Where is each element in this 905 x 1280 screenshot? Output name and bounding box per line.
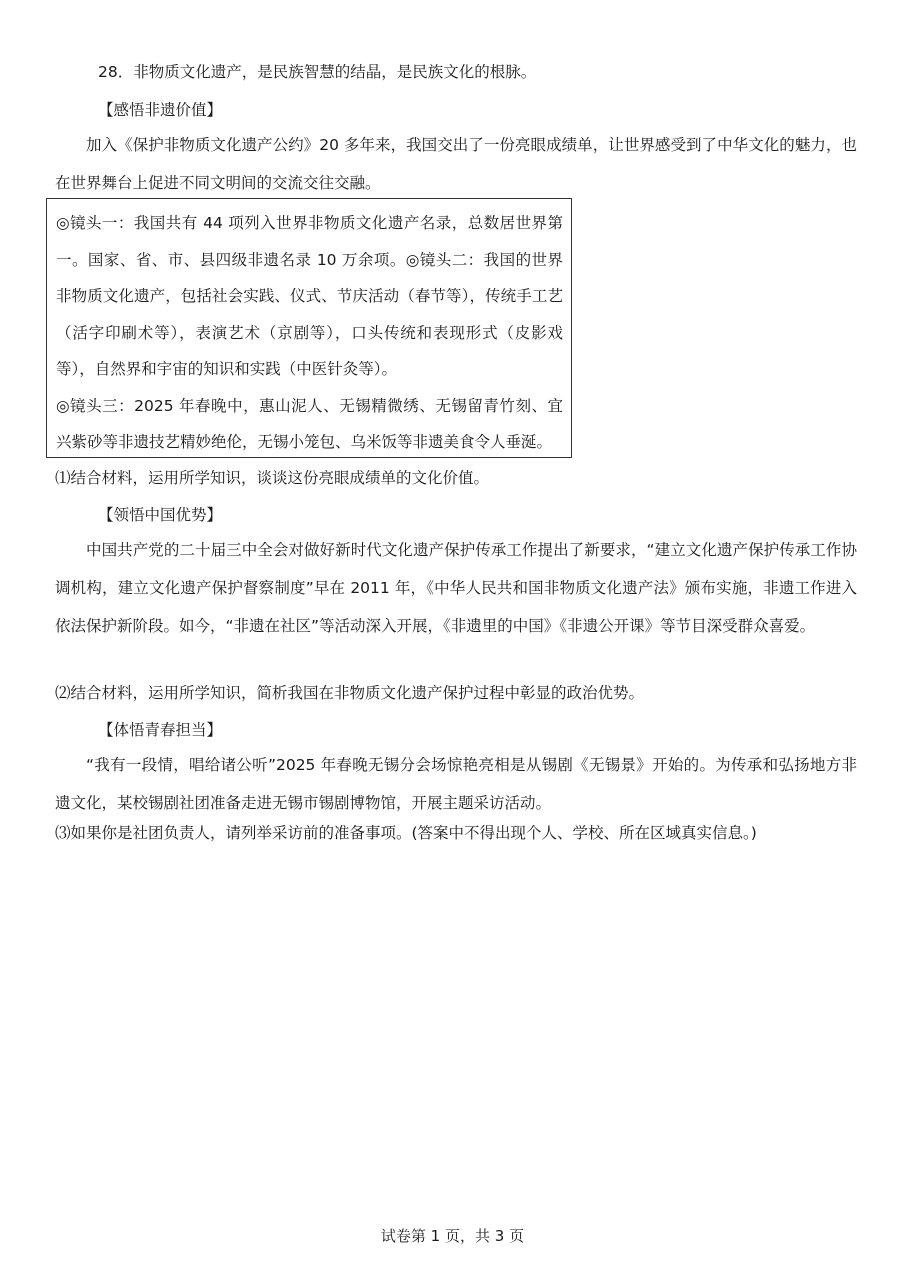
section3-heading: 【体悟青春担当】 — [98, 721, 223, 739]
section1-question: ⑴结合材料，运用所学知识，谈谈这份亮眼成绩单的文化价值。 — [55, 469, 490, 487]
section3-paragraph: “我有一段情，唱给诸公听”2025 年春晚无锡分会场惊艳亮相是从锡剧《无锡景》开始的。为传承和弘扬地方非遗文化，某校锡剧社团准备走进无锡市锡剧博物馆，开展主题采访活动。 — [55, 756, 857, 812]
section1-paragraph: 加入《保护非物质文化遗产公约》20 多年来，我国交出了一份亮眼成绩单，让世界感受到了中华文化的魅力，也在世界舞台上促进不同文明间的交流交往交融。 — [55, 136, 857, 192]
material-box — [46, 198, 572, 458]
question-stem: 28．非物质文化遗产，是民族智慧的结晶，是民族文化的根脉。 — [98, 63, 537, 81]
material-paragraph-1: ◎镜头一：我国共有 44 项列入世界非物质文化遗产名录，总数居世界第一。国家、省、市、县四级非遗名录 10 万余项。◎镜头二：我国的世界非物质文化遗产，包括社会实践、仪式、节庆活动（春节等），传统手工艺（活字印刷术等），表演艺术（京剧等），口头传统和表现形式（皮影戏等），自然界和宇宙的知识和实践（中医针灸等）。 — [56, 214, 563, 378]
section1-heading: 【感悟非遗价值】 — [98, 101, 223, 119]
section3-question: ⑶如果你是社团负责人，请列举采访前的准备事项。(答案中不得出现个人、学校、所在区域真实信息。) — [55, 824, 757, 842]
material-paragraph-2: ◎镜头三：2025 年春晚中，惠山泥人、无锡精微绣、无锡留青竹刻、宜兴紫砂等非遗技艺精妙绝伦，无锡小笼包、乌米饭等非遗美食令人垂涎。 — [56, 396, 563, 451]
page-footer: 试卷第 1 页，共 3 页 — [380, 1227, 525, 1245]
section2-question: ⑵结合材料，运用所学知识，简析我国在非物质文化遗产保护过程中彰显的政治优势。 — [55, 684, 645, 702]
section2-paragraph: 中国共产党的二十届三中全会对做好新时代文化遗产保护传承工作提出了新要求，“建立文化遗产保护传承工作协调机构，建立文化遗产保护督察制度”早在 2011 年，《中华人民共和国非物质文化遗产法》颁布实施，非遗工作进入依法保护新阶段。如今，“非遗在社区”等活动深入开展，《非遗里的中国》《非遗公开课》等节目深受群众喜爱。 — [55, 541, 857, 635]
section2-heading: 【领悟中国优势】 — [98, 506, 223, 524]
